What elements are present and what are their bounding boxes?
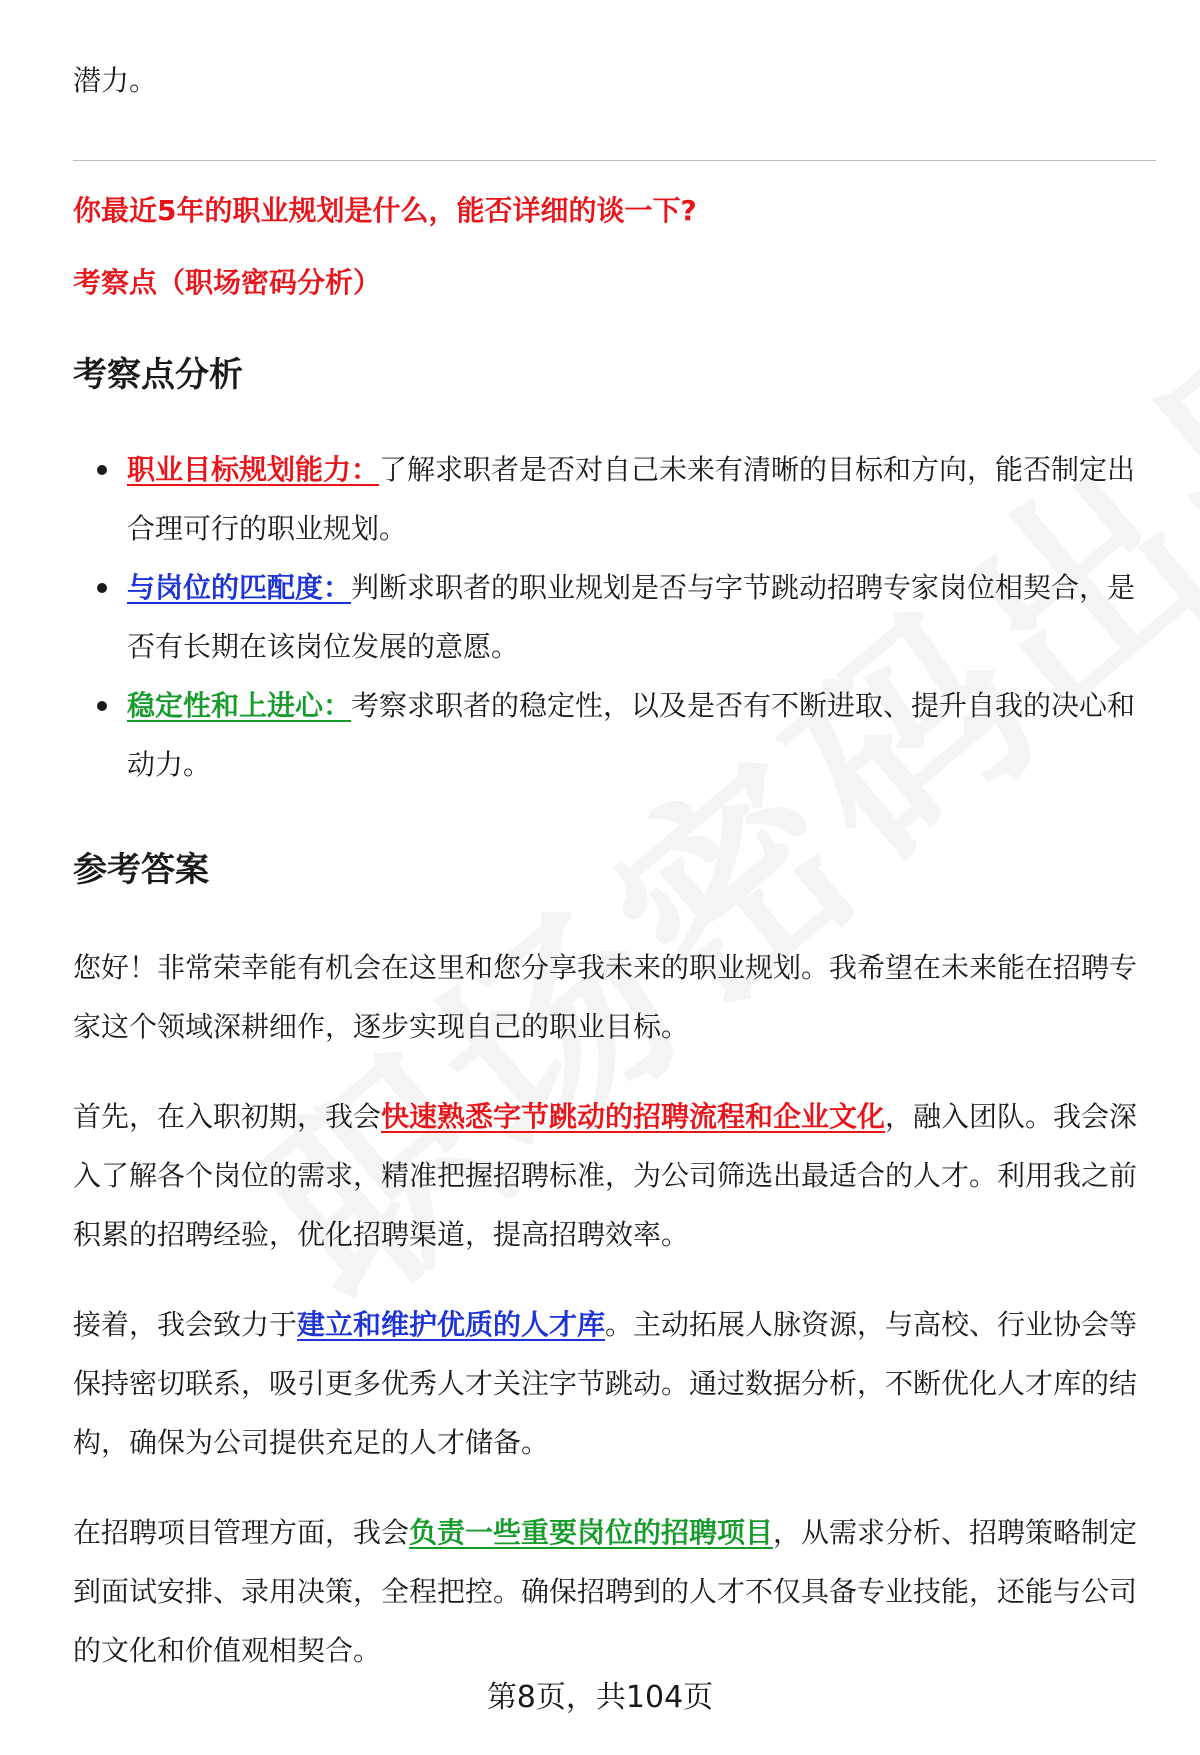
paragraph-text: ，从需求分析、招聘策略制定到面试安排、录用决策，全程把控。确保招聘到的人才不仅具备专业技能，还能与公司的文化和价值观相契合。 — [73, 1516, 1138, 1667]
page-footer: 第8页，共104页 — [486, 1680, 714, 1715]
answer-paragraph — [73, 1295, 1156, 1472]
paragraph-highlight: 快速熟悉字节跳动的招聘流程和企业文化 — [381, 1100, 886, 1133]
paragraph-text: 接着，我会致力于 — [73, 1308, 298, 1341]
point-text: 判断求职者的职业规划是否与字节跳动招聘专家岗位相契合，是否有长期在该岗位发展的意愿。 — [127, 571, 1136, 663]
analysis-point-list — [73, 440, 1156, 794]
bullet-icon — [97, 583, 107, 593]
section-divider — [73, 160, 1156, 161]
answer-paragraph — [73, 938, 1156, 1056]
analysis-point — [73, 558, 1156, 676]
paragraph-text: 首先，在入职初期，我会 — [73, 1100, 382, 1133]
question-title: 你最近5年的职业规划是什么，能否详细的谈一下? — [73, 194, 697, 227]
point-label: 职业目标规划能力： — [127, 453, 380, 486]
point-label: 与岗位的匹配度： — [127, 571, 352, 604]
paragraph-text: 。主动拓展人脉资源，与高校、行业协会等保持密切联系，吸引更多优秀人才关注字节跳动。通过数据分析，不断优化人才库的结构，确保为公司提供充足的人才储备。 — [73, 1308, 1138, 1459]
paragraph-highlight: 建立和维护优质的人才库 — [297, 1308, 606, 1341]
point-label: 稳定性和上进心： — [127, 689, 352, 722]
continued-text: 潜力。 — [73, 64, 158, 97]
bullet-icon — [97, 701, 107, 711]
analysis-point — [73, 440, 1156, 558]
paragraph-highlight: 负责一些重要岗位的招聘项目 — [409, 1516, 774, 1549]
paragraph-text: 在招聘项目管理方面，我会 — [73, 1516, 410, 1549]
answer-paragraph — [73, 1503, 1156, 1680]
answer-heading: 参考答案 — [73, 850, 209, 890]
bullet-icon — [97, 465, 107, 475]
point-text: 考察求职者的稳定性，以及是否有不断进取、提升自我的决心和动力。 — [127, 689, 1136, 781]
answer-paragraph — [73, 1087, 1156, 1264]
paragraph-text: 您好！非常荣幸能有机会在这里和您分享我未来的职业规划。我希望在未来能在招聘专家这个领域深耕细作，逐步实现自己的职业目标。 — [73, 951, 1138, 1043]
analysis-heading: 考察点分析 — [73, 355, 243, 395]
paragraph-text: ，融入团队。我会深入了解各个岗位的需求，精准把握招聘标准，为公司筛选出最适合的人才。利用我之前积累的招聘经验，优化招聘渠道，提高招聘效率。 — [73, 1100, 1138, 1251]
analysis-point — [73, 676, 1156, 794]
question-subtitle: 考察点（职场密码分析） — [73, 266, 382, 299]
point-text: 了解求职者是否对自己未来有清晰的目标和方向，能否制定出合理可行的职业规划。 — [127, 453, 1136, 545]
